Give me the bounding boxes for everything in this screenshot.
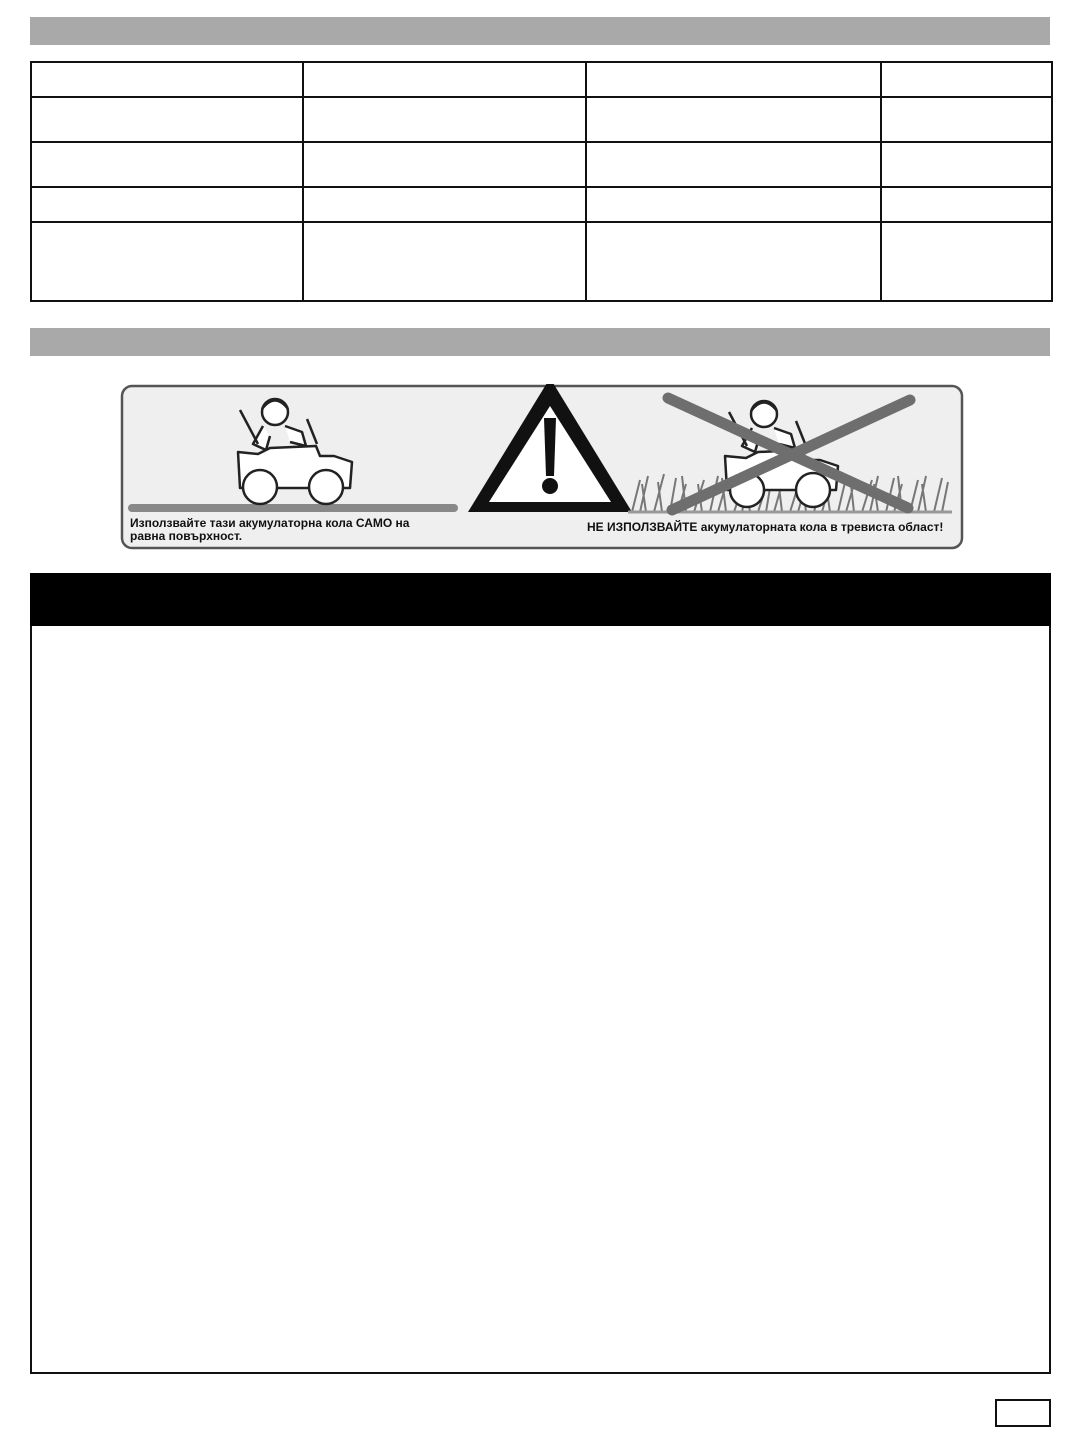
table-row	[31, 97, 1052, 142]
no-grass-caption	[587, 521, 957, 534]
content-box	[30, 626, 1051, 1374]
section-header-bar	[30, 328, 1050, 356]
page-number-box	[995, 1399, 1051, 1427]
spec-table	[30, 61, 1053, 302]
table-row	[31, 187, 1052, 222]
section-heading-black-bar	[30, 573, 1051, 626]
no-grass-caption-rest: акумулаторната кола в тревиста област!	[697, 520, 944, 534]
table-row	[31, 222, 1052, 301]
table-row	[31, 62, 1052, 97]
no-grass-caption-bold: НЕ ИЗПОЛЗВАЙТЕ	[587, 520, 698, 534]
flat-surface-caption: Използвайте тази акумулаторна кола САМО на равна повърхност.	[130, 516, 410, 543]
section-header-bar	[30, 17, 1050, 45]
surface-warning-banner	[120, 384, 964, 550]
table-row	[31, 142, 1052, 187]
